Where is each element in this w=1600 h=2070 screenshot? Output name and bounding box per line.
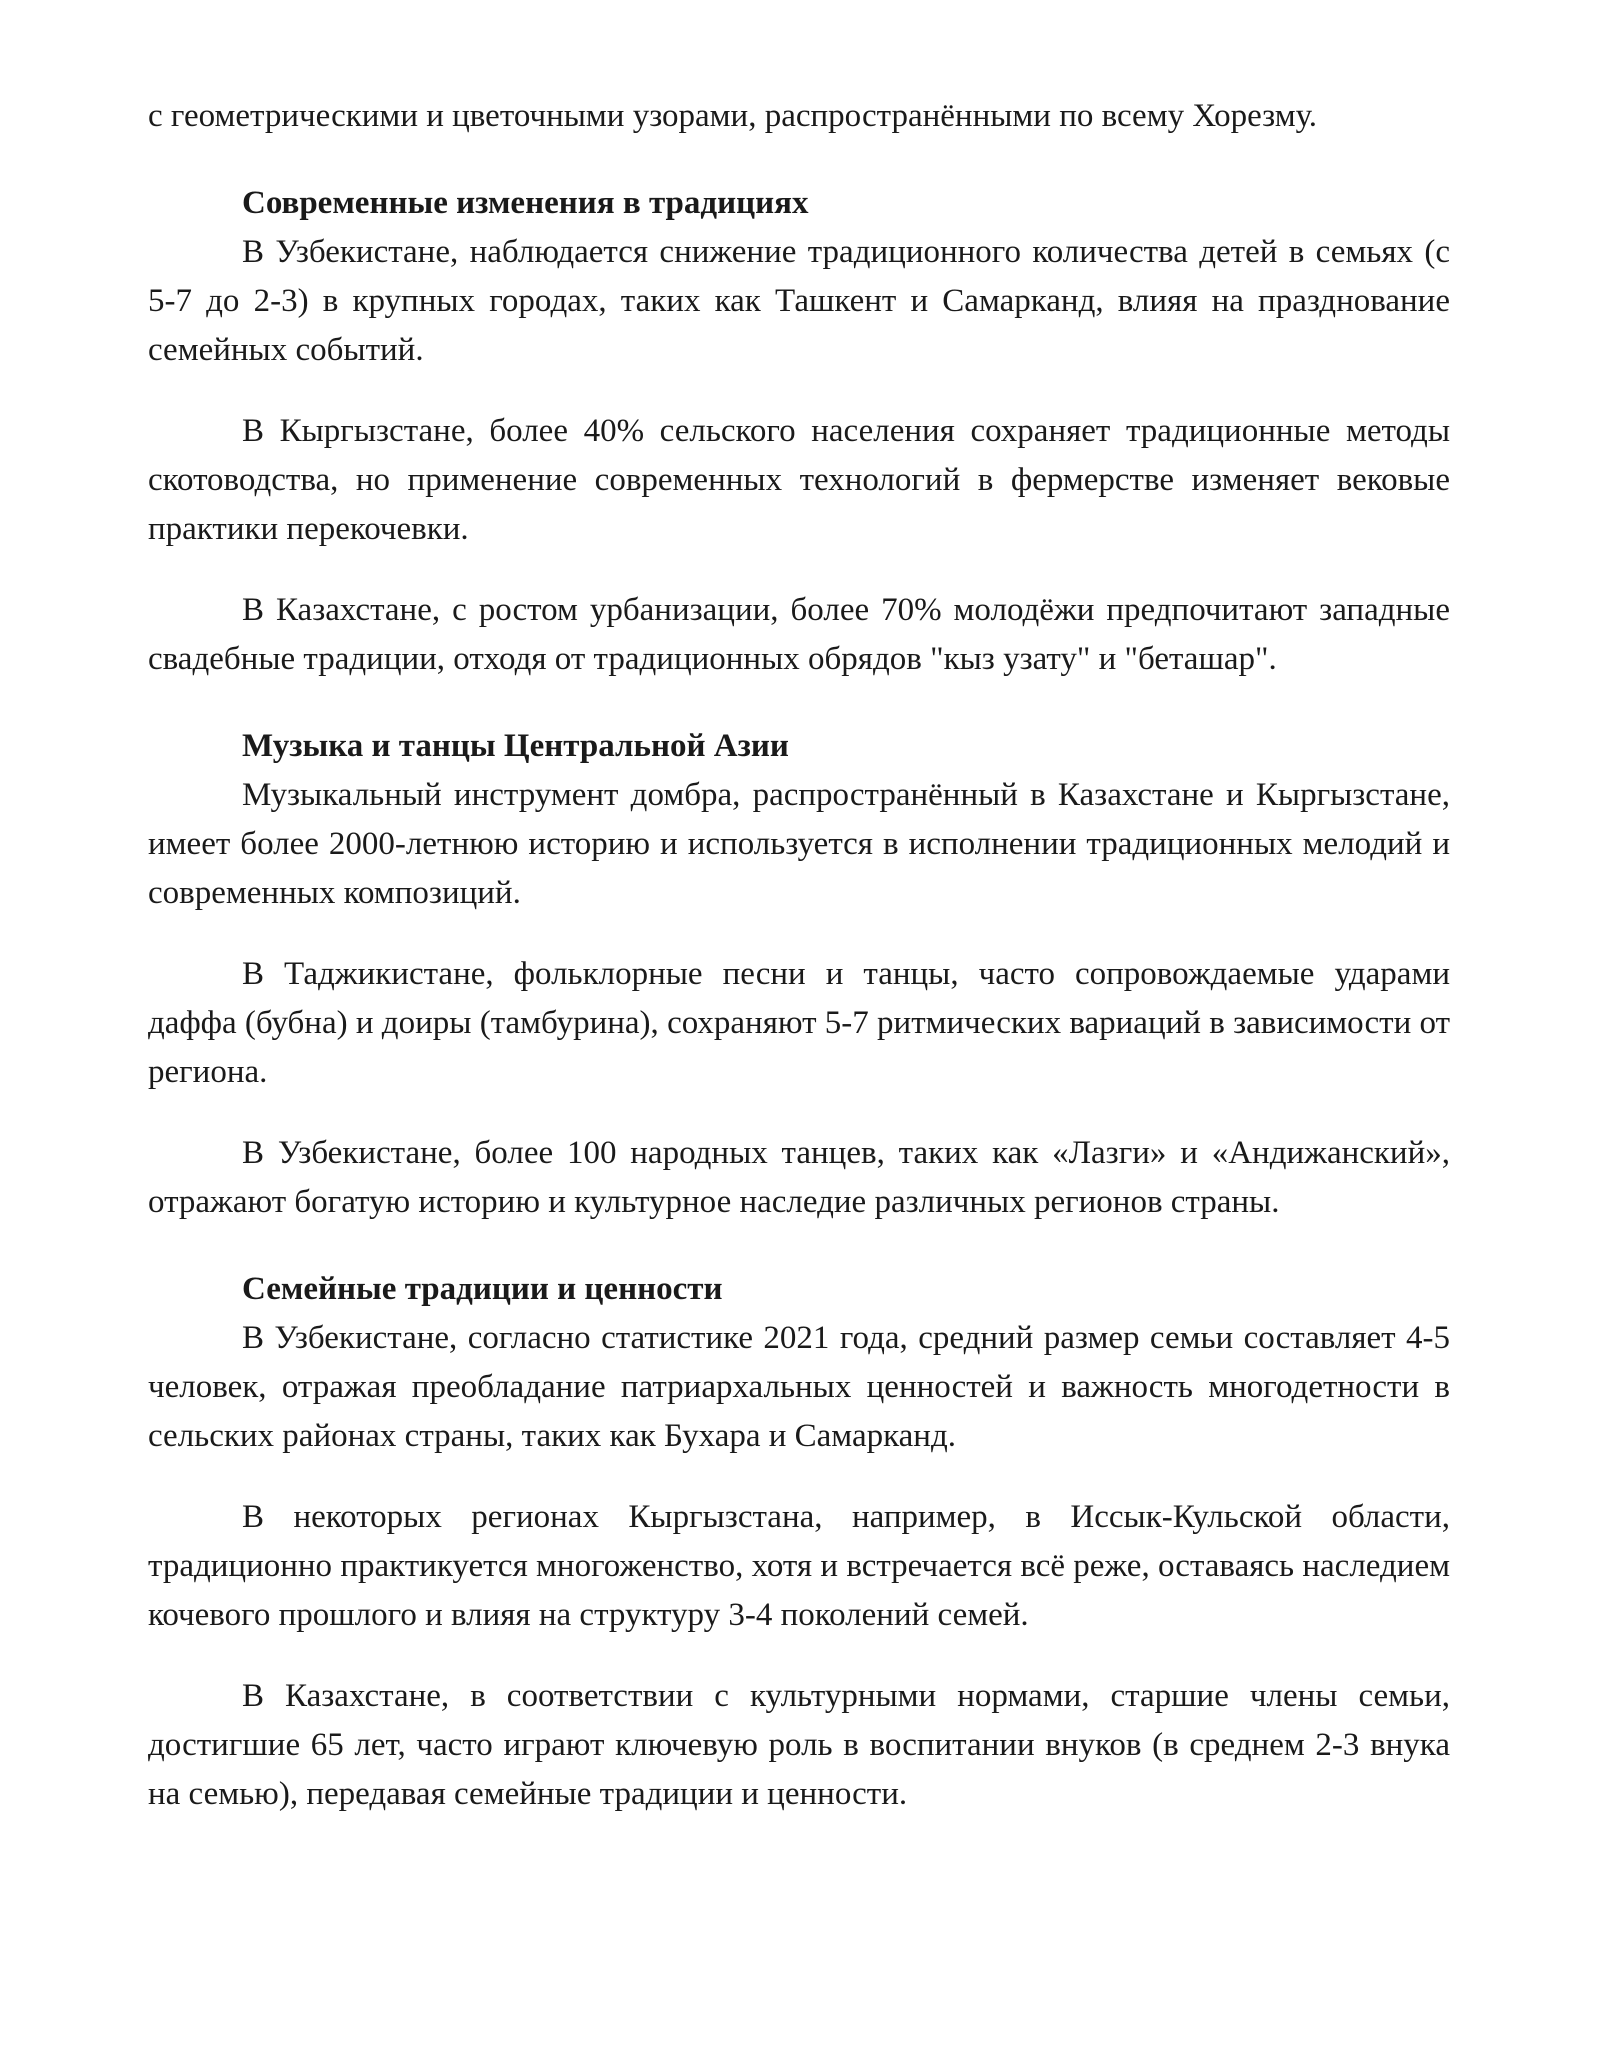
paragraph-uzbekistan-family-size: В Узбекистане, согласно статистике 2021 года, средний размер семьи составляет 4-5 человек, отражая преобладание патриархальных ценностей и важность многодетности в сельских районах страны, таких как Бухара и Самарканд. — [148, 1320, 1450, 1454]
section-heading-family-traditions: Семейные традиции и ценности — [242, 1271, 723, 1307]
paragraph-uzbekistan-dances: В Узбекистане, более 100 народных танцев, таких как «Лазги» и «Андижанский», отражают богатую историю и культурное наследие различных регионов страны. — [148, 1135, 1450, 1220]
paragraph-tajikistan-folk: В Таджикистане, фольклорные песни и танцы, часто сопровождаемые ударами даффа (бубна) и доиры (тамбурина), сохраняют 5-7 ритмических вариаций в зависимости от региона. — [148, 956, 1450, 1090]
section-heading-music-dance: Музыка и танцы Центральной Азии — [242, 728, 789, 764]
document-body — [148, 92, 1450, 1819]
paragraph-kyrgyzstan-polygamy: В некоторых регионах Кыргызстана, например, в Иссык-Кульской области, традиционно практикуется многоженство, хотя и встречается всё реже, оставаясь наследием кочевого прошлого и влияя на структуру 3-4 поколений семей. — [148, 1499, 1450, 1633]
paragraph-uzbekistan-children: В Узбекистане, наблюдается снижение традиционного количества детей в семьях (с 5-7 до 2-3) в крупных городах, таких как Ташкент и Самарканд, влияя на празднование семейных событий. — [148, 234, 1450, 368]
section-heading-modern-changes: Современные изменения в традициях — [242, 185, 809, 221]
paragraph-dombra: Музыкальный инструмент домбра, распространённый в Казахстане и Кыргызстане, имеет более 2000-летнюю историю и используется в исполнении традиционных мелодий и современных композиций. — [148, 777, 1450, 911]
paragraph-kyrgyzstan-livestock: В Кыргызстане, более 40% сельского населения сохраняет традиционные методы скотоводства, но применение современных технологий в фермерстве изменяет вековые практики перекочевки. — [148, 413, 1450, 547]
intro-paragraph: с геометрическими и цветочными узорами, распространёнными по всему Хорезму. — [148, 98, 1318, 134]
paragraph-kazakhstan-weddings: В Казахстане, с ростом урбанизации, более 70% молодёжи предпочитают западные свадебные традиции, отходя от традиционных обрядов "кыз узату" и "беташар". — [148, 592, 1450, 677]
paragraph-kazakhstan-elders: В Казахстане, в соответствии с культурными нормами, старшие члены семьи, достигшие 65 лет, часто играют ключевую роль в воспитании внуков (в среднем 2-3 внука на семью), передавая семейные традиции и ценности. — [148, 1678, 1450, 1812]
